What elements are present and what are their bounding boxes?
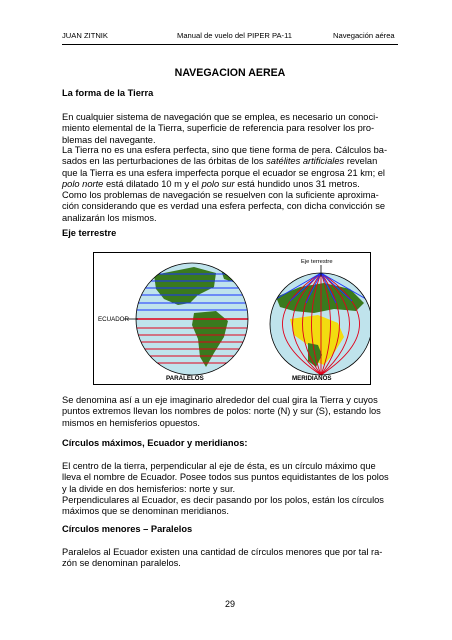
- text-line: Como los problemas de navegación se resuelven con la suficiente aproxima-: [62, 190, 379, 200]
- page-number: 29: [224, 599, 235, 609]
- text-run: revelan: [344, 156, 378, 167]
- paragraph-menores: [62, 547, 398, 570]
- text-line: La Tierra no es una esfera perfecta, sino que tiene forma de pera. Cálculos ba-: [62, 145, 388, 155]
- text-line: [62, 156, 398, 167]
- heading-menores: Círculos menores – Paralelos: [62, 524, 193, 534]
- text-run: está dilatado 10 m y el: [103, 178, 202, 189]
- label-meridianos: MERIDIANOS: [292, 375, 332, 382]
- header-rule: [62, 44, 398, 45]
- label-eje-terrestre: Eje terrestre: [301, 259, 333, 265]
- text-line: [62, 179, 398, 190]
- text-line: máximos que se denominan meridianos.: [62, 506, 229, 517]
- text-line: En cualquier sistema de navegación que se emplea, es necesario un conoci-: [62, 112, 379, 122]
- paragraph-eje: [62, 395, 398, 429]
- label-ecuador: ECUADOR: [98, 316, 129, 323]
- page-title: NAVEGACION AEREA: [174, 67, 286, 79]
- text-line: zón se denominan paralelos.: [62, 558, 181, 569]
- header-section: Navegación aérea: [333, 31, 395, 40]
- italic-term: polo sur: [201, 178, 235, 189]
- text-line: Perpendiculares al Ecuador, es decir pasando por los polos, están los círculos: [62, 494, 384, 505]
- text-line: Se denomina así a un eje imaginario alrededor del cual gira la Tierra y cuyos: [62, 395, 378, 405]
- paragraph-circulos: [62, 461, 398, 517]
- italic-term: polo norte: [62, 178, 104, 189]
- header-author: JUAN ZITNIK: [62, 31, 108, 40]
- paragraph-forma-2: [62, 145, 398, 190]
- globe-meridians: [270, 265, 370, 375]
- text-run: sados en las perturbaciones de las órbitas de los: [62, 156, 267, 167]
- text-line: lleva el nombre de Ecuador. Posee todos sus puntos equidistantes de los polos: [62, 472, 389, 483]
- heading-forma: La forma de la Tierra: [62, 88, 154, 98]
- text-line: miento elemental de la Tierra, superficie de referencia para resolver los pro-: [62, 123, 375, 134]
- text-line: puntos extremos llevan los nombres de polos: norte (N) y sur (S), estando los: [62, 406, 381, 417]
- text-line: El centro de la tierra, perpendicular al eje de ésta, es un círculo máximo que: [62, 461, 376, 471]
- text-line: que la Tierra es una esfera imperfecta porque el ecuador se engrosa 21 km; el: [62, 167, 385, 178]
- earth-axis-figure: [93, 252, 371, 385]
- heading-eje: Eje terrestre: [62, 228, 117, 238]
- text-line: ción considerando que es verdad una esfera perfecta, con dicha convicción se: [62, 201, 386, 212]
- text-line: y la divide en dos hemisferios: norte y sur.: [62, 483, 236, 494]
- header-manual: Manual de vuelo del PIPER PA-11: [177, 31, 292, 40]
- text-run: está hundido unos 31 metros.: [234, 178, 360, 189]
- paragraph-forma-3: [62, 190, 398, 224]
- text-line: analizarán los mismos.: [62, 212, 157, 223]
- label-paralelos: PARALELOS: [166, 375, 204, 382]
- text-line: Paralelos al Ecuador existen una cantidad de círculos menores que por tal ra-: [62, 547, 383, 557]
- text-line: mismos en hemisferios opuestos.: [62, 417, 200, 428]
- italic-term: satélites artificiales: [266, 156, 345, 167]
- heading-circulos: Círculos máximos, Ecuador y meridianos:: [62, 438, 248, 448]
- text-line: blemas del navegante.: [62, 134, 156, 145]
- paragraph-forma-1: [62, 112, 398, 146]
